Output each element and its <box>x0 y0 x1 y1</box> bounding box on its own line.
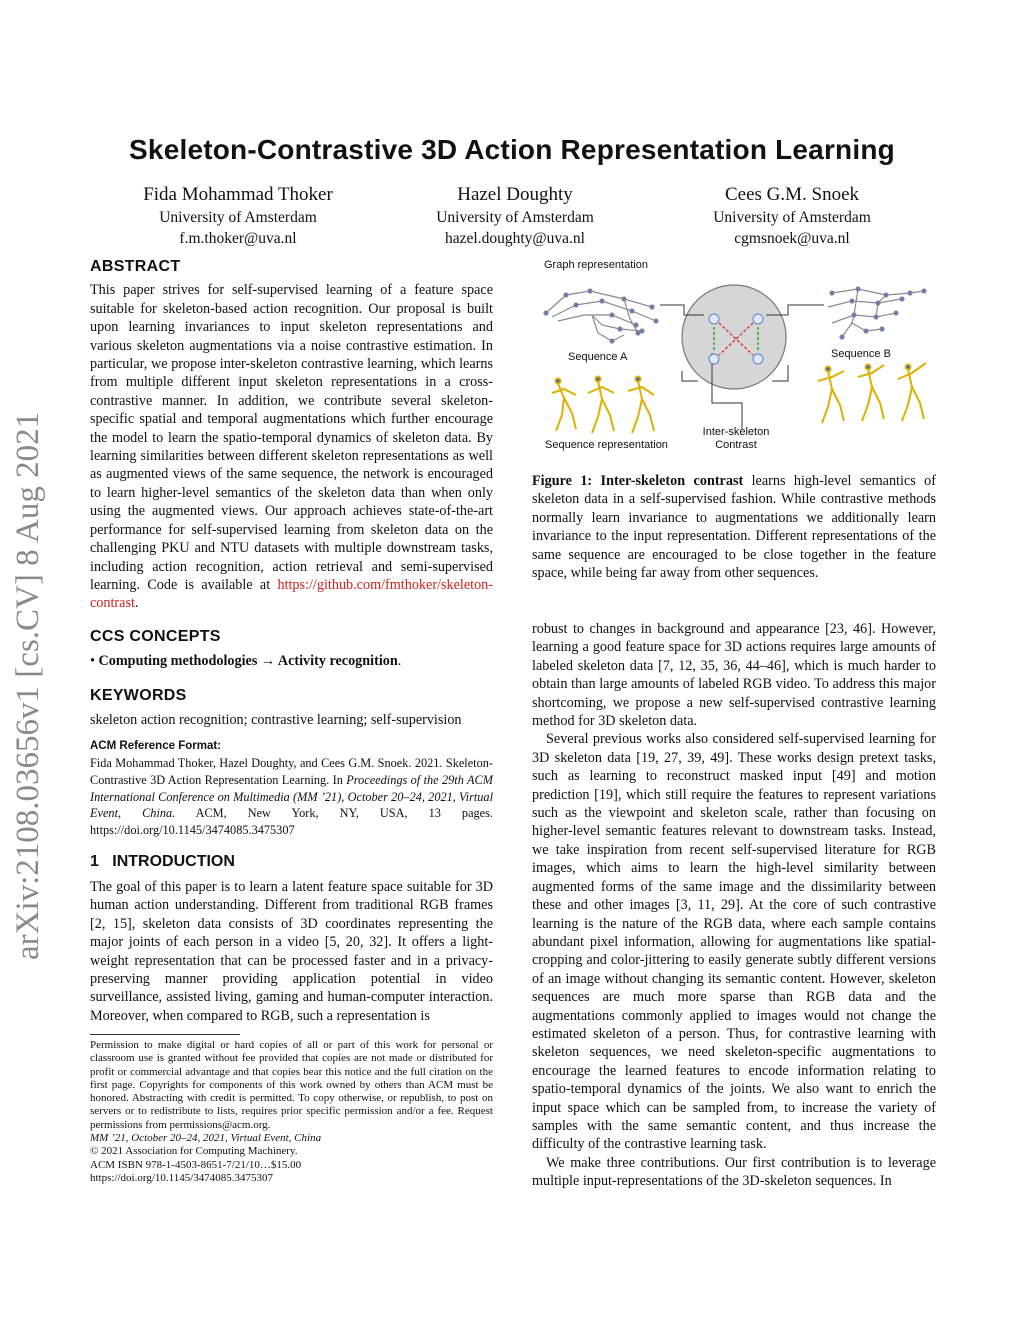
permission-doi: https://doi.org/10.1145/3474085.3475307 <box>90 1171 274 1184</box>
author-email[interactable]: f.m.thoker@uva.nl <box>179 230 297 247</box>
author-name: Hazel Doughty <box>457 184 573 205</box>
label-sequence-a: Sequence A <box>568 351 628 363</box>
permission-isbn: ACM ISBN 978-1-4503-8651-7/21/10…$15.00 <box>90 1158 302 1171</box>
abstract-body <box>90 281 493 612</box>
author-name: Fida Mohammad Thoker <box>143 184 333 205</box>
author-affiliation: University of Amsterdam <box>159 209 317 226</box>
label-sequence-b: Sequence B <box>831 348 891 360</box>
graph-skeleton-b <box>828 287 926 339</box>
ccs-bullet: • <box>90 653 95 670</box>
graph-skeleton-a <box>544 289 658 343</box>
acm-reference-body <box>90 755 493 838</box>
author-affiliation: University of Amsterdam <box>713 209 871 226</box>
author-affiliation: University of Amsterdam <box>436 209 594 226</box>
acm-reference-heading: ACM Reference Format: <box>90 740 221 752</box>
intro-number: 1 <box>90 853 99 870</box>
keywords-section <box>90 687 493 730</box>
ccs-body <box>90 652 493 670</box>
author-block <box>100 183 930 249</box>
acm-reference-text: Fida Mohammad Thoker, Hazel Doughty, and Cees G.M. Snoek. 2021. Skeleton-Contrastive 3D Action Representation Learning. In <box>90 756 493 787</box>
code-link[interactable]: https://github.com/fmthoker/skeleton-contrast <box>90 576 493 612</box>
intro-paragraph-3: Several previous works also considered self-supervised learning for 3D skeleton data [19, 27, 39, 49]. These works design pretext tasks, such as learning to reconstruct masked input [49] and motion prediction [19], which still require the features to represent variations such as the viewpoint and skeleton scale, rather than focusing on higher-level semantic features relevant to downstream tasks. Instead, we take inspiration from recent self-supervised literature for RGB images, which aims to learn the high-level similarity between augmented forms of the same image and the dissimilarity between these and other images [3, 11, 29]. At the core of such contrastive learning is the nature of the RGB data, where each sample contains abundant pixel information, allowing for augmentations like spatial-cropping and color-jittering to easily generate subtly different versions of an image without changing its semantic content. However, skeleton sequences are much more sparse than RGB data and the augmentations commonly applied to images would not change the estimated skeleton of a person. Thus, for contrastive learning with skeleton sequences, we need skeleton-specific augmentations to encourage the learned features to encode information relating to spatio-temporal dynamics of the joints. We also want to enrich the input space which can be sampled from, to increase the variety of samples with the same semantic content, and thus increase the difficulty of the contrastive learning task. <box>532 731 936 1153</box>
abstract-text: This paper strives for self-supervised learning of a feature space suitable for skeleton-based action recognition. Our proposal is built upon learning invariances to input skeleton representations and various skeleton augmentations via a noise contrastive estimation. In particular, we propose inter-skeleton contrastive learning, which learns from multiple different input skeleton representations in a cross-contrastive manner. In addition, we contribute several skeleton-specific spatial and temporal augmentations which further encourage the model to learn the spatio-temporal dynamics of skeleton data. By learning similarities between different skeleton representations as well as augmented views of the same sequence, the network is encouraged to learn higher-level semantics of the skeleton data than when only using the augmented views. Our approach achieves state-of-the-art performance for self-supervised learning from skeleton data on the challenging PKU and NTU datasets with multiple downstream tasks, including action recognition, action retrieval and semi-supervised learning. Code is available at <box>90 282 493 593</box>
intro-paragraph-2: robust to changes in background and appearance [23, 46]. However, learning a good feature space for 3D actions requires large amounts of labeled skeleton data [7, 12, 35, 36, 44–46], which is much harder to obtain than large amounts of labeled RGB video. To address this major shortcoming, we propose a new self-supervised contrastive learning method for 3D skeleton data. <box>532 621 936 730</box>
sequence-b-skeletons <box>818 363 926 423</box>
keywords-heading: KEYWORDS <box>90 687 187 704</box>
intro-heading <box>90 853 235 871</box>
label-sequence-representation: Sequence representation <box>545 439 668 451</box>
permission-venue-text: MM ’21, October 20–24, 2021, Virtual Event, China <box>90 1132 322 1145</box>
intro-right-column <box>532 620 936 1191</box>
permission-block <box>90 1039 493 1185</box>
author-2 <box>377 183 653 249</box>
acm-reference <box>90 737 493 838</box>
author-name: Cees G.M. Snoek <box>724 184 860 205</box>
abstract-heading: ABSTRACT <box>90 258 181 275</box>
figure-caption-label: Figure 1: Inter-skeleton contrast <box>532 473 744 489</box>
label-inter-skeleton: Inter-skeleton <box>702 426 770 438</box>
permission-text: Permission to make digital or hard copies of all or part of this work for personal or classroom use is granted without fee provided that copies are not made or distributed for profit or commercial advantage and that copies bear this notice and the full citation on the first page. Copyrights for components of this work owned by others than ACM must be honored. Abstracting with credit is permitted. To copy otherwise, or republish, to post on servers or to redistribute to lists, requires prior specific permission and/or a fee. Request permissions from permissions@acm.org. <box>90 1039 493 1131</box>
arxiv-identifier: arXiv:2108.03656v1 [cs.CV] 8 Aug 2021 <box>10 411 46 960</box>
ccs-concept: Computing methodologies → Activity recognition <box>98 653 398 670</box>
author-email[interactable]: hazel.doughty@uva.nl <box>445 230 585 247</box>
paper-title: Skeleton-Contrastive 3D Action Representation Learning <box>129 134 895 165</box>
permission-venue <box>90 1132 493 1145</box>
figure-caption-text: learns high-level semantics of skeleton data in a self-supervised fashion. While contrastive methods normally learn invariance to augmentations we additionally learn invariance to the input representation. Different representations of the same sequence are encouraged to be close together in the feature space, while being far away from other sequences. <box>532 473 936 582</box>
footnote-rule <box>90 1034 240 1035</box>
figure-1 <box>532 253 936 458</box>
intro-paragraph-4: We make three contributions. Our first contribution is to leverage multiple input-representations of the 3D-skeleton sequences. In <box>532 1154 936 1190</box>
intro-left-column <box>90 878 493 1025</box>
author-3 <box>654 183 930 249</box>
ccs-section <box>90 628 493 671</box>
ccs-end: . <box>397 653 402 670</box>
permission-copyright: © 2021 Association for Computing Machinery. <box>90 1145 298 1158</box>
abstract-section <box>90 258 493 613</box>
acm-reference-venue: Proceedings of the 29th ACM International Conference on Multimedia (MM ’21), October 20–24, 2021, Virtual Event, China. <box>90 773 493 821</box>
label-contrast: Contrast <box>715 439 757 451</box>
intro-paragraph-1: The goal of this paper is to learn a latent feature space suitable for 3D human action understanding. Different from traditional RGB frames [2, 15], skeleton data consists of 3D coordinates representing the major joints of each person in a video [5, 20, 32]. It offers a light-weight representation that can be processed faster and in a privacy-preserving manner providing application potential in video surveillance, assisted living, gaming and human-computer interaction. Moreover, when compared to RGB, such a representation is <box>90 879 493 1024</box>
ccs-heading: CCS CONCEPTS <box>90 628 221 645</box>
acm-reference-tail: ACM, New York, NY, USA, 13 pages. https://doi.org/10.1145/3474085.3475307 <box>90 806 493 837</box>
author-email[interactable]: cgmsnoek@uva.nl <box>734 230 850 247</box>
label-graph-representation: Graph representation <box>544 259 648 271</box>
figure-1-caption <box>532 472 936 582</box>
keywords-text: skeleton action recognition; contrastive learning; self-supervision <box>90 712 462 729</box>
intro-title: INTRODUCTION <box>112 853 235 870</box>
abstract-end: . <box>134 595 139 612</box>
sequence-a-skeletons <box>552 377 654 434</box>
author-1 <box>100 183 376 249</box>
